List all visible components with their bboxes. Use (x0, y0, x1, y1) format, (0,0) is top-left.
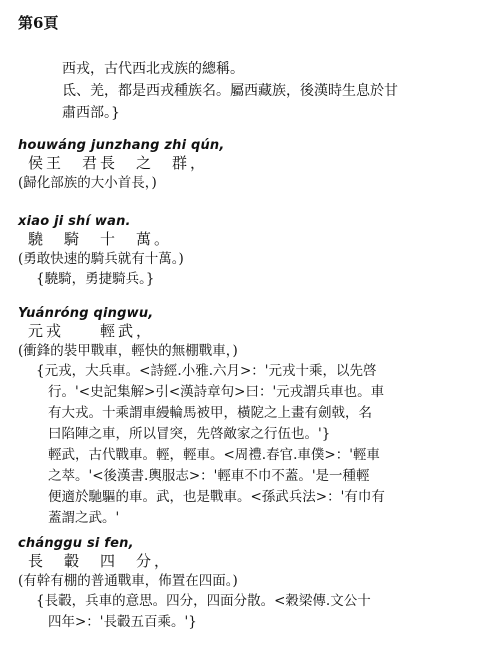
verse-entry (18, 536, 371, 633)
commentary-line: 便適於馳驅的車。武，也是戰車。<孫武兵法>：'有巾有 (48, 489, 385, 505)
pinyin-line: Yuánróng qingwu, (18, 306, 154, 321)
page-number: 第6頁 (18, 14, 59, 32)
commentary-line: 之萃。'<後漢書.輿服志>：'輕車不巾不蓋。'是一種輕 (48, 468, 370, 484)
translation-line: (勇敢快速的騎兵就有十萬。) (18, 251, 184, 267)
verse-entry (18, 306, 385, 529)
commentary-line: {長轂，兵車的意思。四分，四面分散。<穀梁傳.文公十 (36, 593, 371, 609)
commentary-line: {驍騎，勇捷騎兵。} (36, 271, 155, 287)
hanzi-line: 元戎 輕武， (28, 322, 155, 340)
translation-line: (有幹有棚的普通戰車，佈置在四面。) (18, 573, 238, 589)
commentary (18, 591, 371, 633)
intro-line: 氐、羌，都是西戎種族名。屬西藏族，後漢時生息於甘 (62, 83, 398, 99)
intro-line: 西戎，古代西北戎族的總稱。 (62, 61, 244, 77)
pinyin-line: houwáng junzhang zhi qún, (18, 138, 225, 153)
commentary-line: {元戎，大兵車。<詩經.小雅.六月>：'元戎十乘，以先啓 (36, 363, 377, 379)
commentary-line: 四年>：'長轂五百乘。'} (48, 614, 197, 630)
commentary (18, 269, 184, 290)
commentary-line: 曰陷陣之車，所以冒突，先啓敵家之行伍也。'} (48, 426, 331, 442)
pinyin-line: chánggu si fen, (18, 536, 134, 551)
translation-line: (歸化部族的大小首長，) (18, 175, 157, 191)
commentary-line: 行。'<史記集解>引<漢詩章句>曰：'元戎謂兵車也。車 (48, 384, 385, 400)
commentary-line: 蓋謂之武。' (48, 510, 120, 526)
commentary (18, 361, 385, 529)
verse-entry (18, 214, 184, 290)
translation-line: (衝鋒的裝甲戰車，輕快的無棚戰車，) (18, 343, 238, 359)
pinyin-line: xiao ji shí wan. (18, 214, 131, 229)
commentary-line: 輕武，古代戰車。輕，輕車。<周禮.春官.車僕>：'輕車 (48, 447, 380, 463)
verse-entry (18, 138, 225, 193)
commentary-line: 有大戎。十乘謂車縵輪馬被甲，橫阸之上畫有劍戟，名 (48, 405, 372, 421)
hanzi-line: 長 轂 四 分， (28, 552, 173, 570)
hanzi-line: 侯王 君長 之 群， (28, 154, 209, 172)
hanzi-line: 驍 騎 十 萬。 (28, 230, 173, 248)
intro-annotation (62, 58, 398, 124)
intro-line: 肅西部。} (62, 105, 120, 121)
